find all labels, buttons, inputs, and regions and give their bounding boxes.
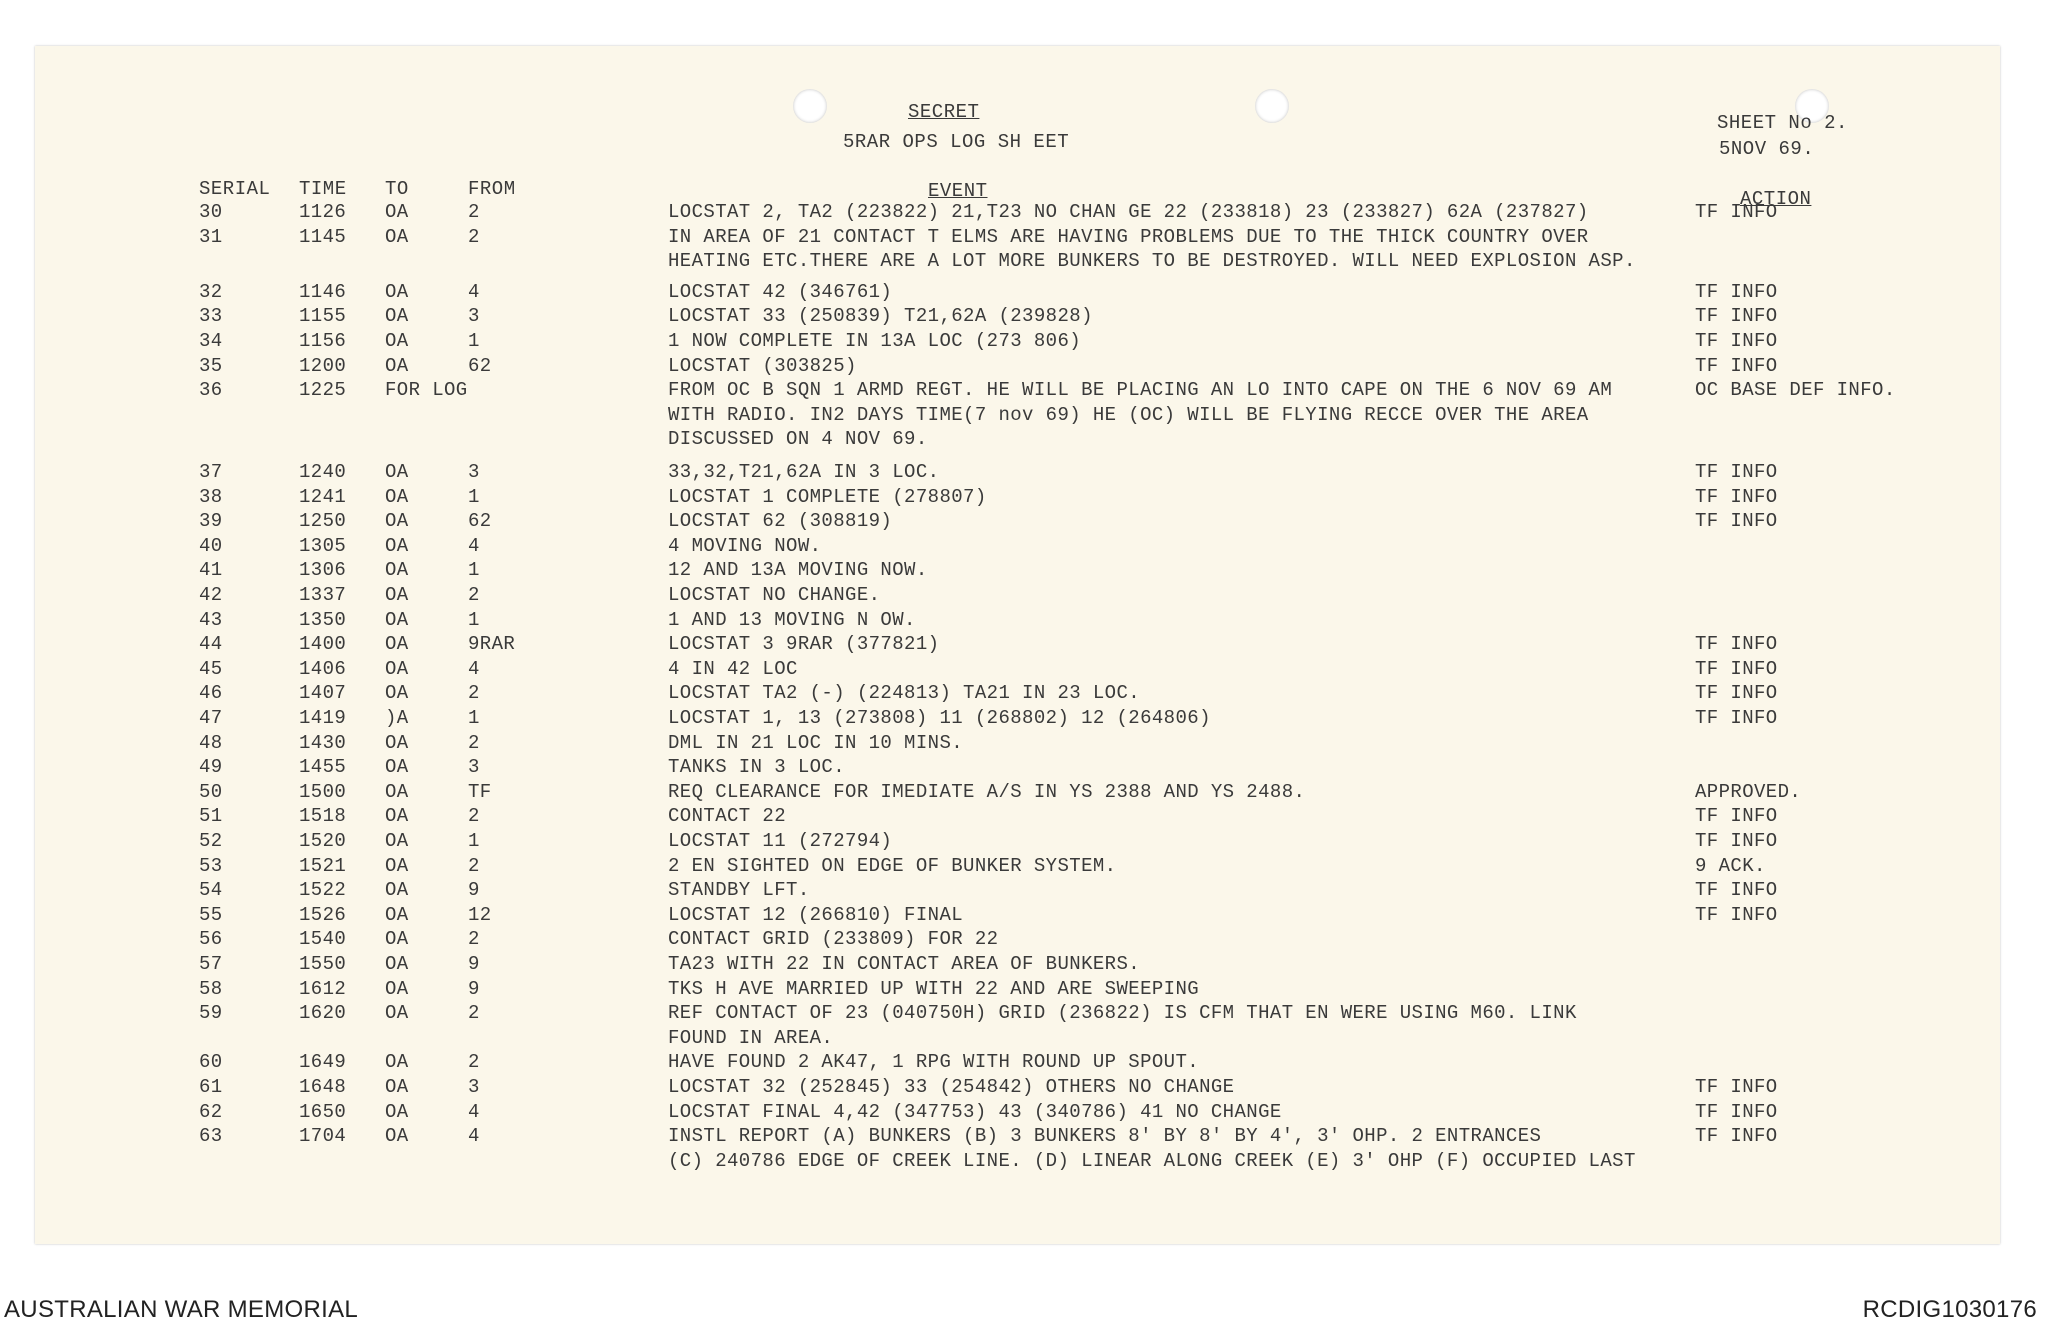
- entry-event-line: LOCSTAT FINAL 4,42 (347753) 43 (340786) 41 NO CHANGE: [668, 1100, 1282, 1123]
- entry-event-line: HAVE FOUND 2 AK47, 1 RPG WITH ROUND UP SPOUT.: [668, 1051, 1200, 1074]
- serial-number: 52: [199, 830, 223, 852]
- entry-from: 2: [468, 201, 480, 223]
- entry-event-line: CONTACT 22: [668, 805, 787, 828]
- sheet-number: SHEET No 2.: [1717, 112, 1848, 134]
- log-entry-row: [35, 330, 2000, 355]
- serial-number: 63: [199, 1125, 223, 1148]
- entry-from: 1: [468, 608, 480, 631]
- entry-time: 1350: [299, 608, 347, 631]
- serial-number: 34: [199, 330, 223, 352]
- entry-time: 1306: [299, 559, 347, 582]
- entry-time: 1620: [299, 1002, 347, 1025]
- column-header-serial: SERIAL: [199, 178, 271, 200]
- log-entry-row: [35, 658, 2000, 683]
- entry-time: 1526: [299, 903, 347, 926]
- log-entry-row: [35, 682, 2000, 707]
- entry-to: OA: [385, 854, 409, 877]
- entry-event-line: LOCSTAT NO CHANGE.: [668, 584, 881, 606]
- entry-event-line: FROM OC B SQN 1 ARMD REGT. HE WILL BE PLACING AN LO INTO CAPE ON THE 6 NOV 69 AM: [668, 379, 1613, 402]
- entry-action: TF INFO: [1695, 201, 1778, 223]
- entry-action: TF INFO: [1695, 1125, 1778, 1148]
- entry-time: 1612: [299, 977, 347, 1000]
- entry-to: OA: [385, 780, 409, 803]
- log-entry-row: [35, 1002, 2000, 1051]
- column-header-to: TO: [385, 178, 409, 200]
- entry-to: OA: [385, 879, 409, 902]
- entry-action: TF INFO: [1695, 330, 1778, 352]
- entry-action: OC BASE DEF INFO.: [1695, 379, 1896, 402]
- entry-from: 3: [468, 461, 480, 483]
- entry-to: OA: [385, 731, 409, 754]
- entry-event-line: LOCSTAT 42 (346761): [668, 280, 893, 303]
- classification-heading: SECRET: [908, 101, 980, 123]
- entry-event-line: LOCSTAT 1 COMPLETE (278807): [668, 485, 987, 508]
- entry-to: OA: [385, 830, 409, 852]
- entry-event-line: 4 MOVING NOW.: [668, 534, 822, 557]
- entry-event-line: REF CONTACT OF 23 (040750H) GRID (236822) IS CFM THAT EN WERE USING M60. LINK: [668, 1002, 1577, 1025]
- entry-action: TF INFO: [1695, 305, 1778, 328]
- entry-event-line: DISCUSSED ON 4 NOV 69.: [668, 428, 928, 451]
- serial-number: 50: [199, 780, 223, 803]
- entry-event-line: LOCSTAT 2, TA2 (223822) 21,T23 NO CHAN GE 22 (233818) 23 (233827) 62A (237827): [668, 201, 1589, 223]
- log-entry-row: [35, 904, 2000, 929]
- serial-number: 57: [199, 953, 223, 975]
- serial-number: 35: [199, 354, 223, 377]
- entry-to: OA: [385, 225, 409, 248]
- log-entry-row: [35, 732, 2000, 757]
- serial-number: 51: [199, 805, 223, 828]
- archive-reference: RCDIG1030176: [1862, 1296, 2037, 1323]
- entry-from: 1: [468, 707, 480, 729]
- entry-event-line: STANDBY LFT.: [668, 879, 810, 902]
- serial-number: 47: [199, 707, 223, 729]
- serial-number: 33: [199, 305, 223, 328]
- sheet-date: 5NOV 69.: [1719, 138, 1815, 160]
- entry-action: TF INFO: [1695, 633, 1778, 656]
- entry-action: TF INFO: [1695, 707, 1778, 729]
- serial-number: 43: [199, 608, 223, 631]
- serial-number: 32: [199, 280, 223, 303]
- entry-action: TF INFO: [1695, 461, 1778, 483]
- entry-to: OA: [385, 682, 409, 705]
- entry-event-line: (C) 240786 EDGE OF CREEK LINE. (D) LINEAR ALONG CREEK (E) 3' OHP (F) OCCUPIED LAST: [668, 1149, 1636, 1172]
- entry-from: 2: [468, 928, 480, 951]
- serial-number: 49: [199, 756, 223, 779]
- entry-from: 12: [468, 903, 492, 926]
- punch-hole: [793, 89, 827, 123]
- entry-event-line: LOCSTAT 3 9RAR (377821): [668, 633, 940, 656]
- entry-event-line: LOCSTAT (303825): [668, 354, 857, 377]
- serial-number: 42: [199, 584, 223, 606]
- column-header-action: ACTION: [1740, 188, 1812, 210]
- serial-number: 48: [199, 731, 223, 754]
- entry-action: TF INFO: [1695, 1076, 1778, 1098]
- entry-from: 2: [468, 225, 480, 248]
- entry-time: 1240: [299, 461, 347, 483]
- entry-to: OA: [385, 657, 409, 680]
- serial-number: 37: [199, 461, 223, 483]
- entry-time: 1518: [299, 805, 347, 828]
- entry-to: OA: [385, 485, 409, 508]
- log-entry-row: [35, 535, 2000, 560]
- entry-event-line: 12 AND 13A MOVING NOW.: [668, 559, 928, 582]
- entry-time: 1430: [299, 731, 347, 754]
- entry-time: 1156: [299, 330, 347, 352]
- entry-time: 1250: [299, 510, 347, 533]
- entry-from: 1: [468, 830, 480, 852]
- entry-to: FOR LOG: [385, 379, 468, 402]
- entry-action: TF INFO: [1695, 354, 1778, 377]
- entry-from: 3: [468, 305, 480, 328]
- entry-to: OA: [385, 201, 409, 223]
- entry-time: 1521: [299, 854, 347, 877]
- entry-event-line: LOCSTAT 1, 13 (273808) 11 (268802) 12 (264806): [668, 707, 1211, 729]
- entry-from: 4: [468, 280, 480, 303]
- entry-from: 3: [468, 1076, 480, 1098]
- log-entry-row: [35, 928, 2000, 953]
- entry-action: TF INFO: [1695, 485, 1778, 508]
- entry-from: 4: [468, 1125, 480, 1148]
- entry-to: OA: [385, 510, 409, 533]
- entry-action: APPROVED.: [1695, 780, 1802, 803]
- entry-to: OA: [385, 953, 409, 975]
- log-entry-row: [35, 461, 2000, 486]
- log-entry-row: [35, 1101, 2000, 1126]
- entry-from: 2: [468, 1002, 480, 1025]
- punch-hole: [1255, 89, 1289, 123]
- entry-time: 1522: [299, 879, 347, 902]
- entry-time: 1550: [299, 953, 347, 975]
- entry-from: 62: [468, 510, 492, 533]
- log-entry-row: [35, 953, 2000, 978]
- entry-from: 2: [468, 731, 480, 754]
- entry-to: OA: [385, 633, 409, 656]
- entry-event-line: WITH RADIO. IN2 DAYS TIME(7 nov 69) HE (OC) WILL BE FLYING RECCE OVER THE AREA: [668, 403, 1589, 426]
- entry-time: 1704: [299, 1125, 347, 1148]
- entry-action: 9 ACK.: [1695, 854, 1766, 877]
- entry-to: OA: [385, 584, 409, 606]
- serial-number: 53: [199, 854, 223, 877]
- serial-number: 44: [199, 633, 223, 656]
- log-entry-row: [35, 805, 2000, 830]
- entry-from: 2: [468, 584, 480, 606]
- entry-to: OA: [385, 1051, 409, 1074]
- entry-action: TF INFO: [1695, 280, 1778, 303]
- entry-event-line: INSTL REPORT (A) BUNKERS (B) 3 BUNKERS 8' BY 8' BY 4', 3' OHP. 2 ENTRANCES: [668, 1125, 1542, 1148]
- log-entry-row: [35, 781, 2000, 806]
- entry-time: 1650: [299, 1100, 347, 1123]
- entry-event-line: LOCSTAT TA2 (-) (224813) TA21 IN 23 LOC.: [668, 682, 1141, 705]
- entry-from: TF: [468, 780, 492, 803]
- log-entry-row: [35, 281, 2000, 306]
- entry-to: OA: [385, 805, 409, 828]
- entry-event-line: FOUND IN AREA.: [668, 1026, 834, 1049]
- archive-credit: AUSTRALIAN WAR MEMORIAL: [4, 1296, 359, 1323]
- entry-event-line: DML IN 21 LOC IN 10 MINS.: [668, 731, 964, 754]
- log-entry-row: [35, 756, 2000, 781]
- entry-from: 4: [468, 1100, 480, 1123]
- entry-time: 1419: [299, 707, 347, 729]
- entry-from: 1: [468, 559, 480, 582]
- serial-number: 59: [199, 1002, 223, 1025]
- log-entry-row: [35, 1076, 2000, 1101]
- entry-event-line: IN AREA OF 21 CONTACT T ELMS ARE HAVING PROBLEMS DUE TO THE THICK COUNTRY OVER: [668, 225, 1589, 248]
- serial-number: 60: [199, 1051, 223, 1074]
- entry-event-line: REQ CLEARANCE FOR IMEDIATE A/S IN YS 2388 AND YS 2488.: [668, 780, 1306, 803]
- entry-event-line: TKS H AVE MARRIED UP WITH 22 AND ARE SWEEPING: [668, 977, 1200, 1000]
- serial-number: 39: [199, 510, 223, 533]
- entry-to: OA: [385, 977, 409, 1000]
- entry-time: 1520: [299, 830, 347, 852]
- log-entry-row: [35, 830, 2000, 855]
- entry-action: TF INFO: [1695, 903, 1778, 926]
- entry-time: 1155: [299, 305, 347, 328]
- entry-event-line: LOCSTAT 32 (252845) 33 (254842) OTHERS NO CHANGE: [668, 1076, 1235, 1098]
- entry-time: 1648: [299, 1076, 347, 1098]
- entry-from: 2: [468, 682, 480, 705]
- entry-time: 1146: [299, 280, 347, 303]
- entry-to: OA: [385, 534, 409, 557]
- entry-from: 1: [468, 330, 480, 352]
- entry-event-line: LOCSTAT 33 (250839) T21,62A (239828): [668, 305, 1093, 328]
- log-entry-row: [35, 1051, 2000, 1076]
- log-entry-row: [35, 355, 2000, 380]
- entry-event-line: LOCSTAT 12 (266810) FINAL: [668, 903, 964, 926]
- log-entry-row: [35, 633, 2000, 658]
- entry-action: TF INFO: [1695, 682, 1778, 705]
- entry-from: 62: [468, 354, 492, 377]
- entry-event-line: CONTACT GRID (233809) FOR 22: [668, 928, 999, 951]
- serial-number: 31: [199, 225, 223, 248]
- log-entry-row: [35, 584, 2000, 609]
- entry-to: OA: [385, 305, 409, 328]
- entry-to: OA: [385, 1002, 409, 1025]
- serial-number: 54: [199, 879, 223, 902]
- serial-number: 62: [199, 1100, 223, 1123]
- entry-to: OA: [385, 756, 409, 779]
- entry-event-line: HEATING ETC.THERE ARE A LOT MORE BUNKERS TO BE DESTROYED. WILL NEED EXPLOSION ASP.: [668, 250, 1636, 273]
- serial-number: 36: [199, 379, 223, 402]
- log-sheet-page: [35, 46, 2000, 1244]
- entry-event-line: LOCSTAT 62 (308819): [668, 510, 893, 533]
- entry-action: TF INFO: [1695, 805, 1778, 828]
- entry-to: OA: [385, 608, 409, 631]
- log-entry-row: [35, 879, 2000, 904]
- entry-event-line: LOCSTAT 11 (272794): [668, 830, 893, 852]
- column-header-event: EVENT: [928, 180, 988, 202]
- entry-time: 1200: [299, 354, 347, 377]
- serial-number: 41: [199, 559, 223, 582]
- entry-time: 1407: [299, 682, 347, 705]
- entry-action: TF INFO: [1695, 830, 1778, 852]
- entry-to: OA: [385, 354, 409, 377]
- entry-from: 4: [468, 657, 480, 680]
- serial-number: 40: [199, 534, 223, 557]
- entry-time: 1649: [299, 1051, 347, 1074]
- log-entry-row: [35, 559, 2000, 584]
- entry-time: 1455: [299, 756, 347, 779]
- entry-time: 1126: [299, 201, 347, 223]
- log-entry-row: [35, 201, 2000, 226]
- entry-action: TF INFO: [1695, 510, 1778, 533]
- entry-to: OA: [385, 280, 409, 303]
- entry-time: 1241: [299, 485, 347, 508]
- entry-event-line: TA23 WITH 22 IN CONTACT AREA OF BUNKERS.: [668, 953, 1141, 975]
- entry-from: 1: [468, 485, 480, 508]
- log-entry-row: [35, 609, 2000, 634]
- entry-time: 1337: [299, 584, 347, 606]
- entry-to: OA: [385, 461, 409, 483]
- entry-time: 1305: [299, 534, 347, 557]
- log-entry-row: [35, 855, 2000, 880]
- log-entry-row: [35, 486, 2000, 511]
- log-entry-row: [35, 226, 2000, 275]
- serial-number: 56: [199, 928, 223, 951]
- serial-number: 58: [199, 977, 223, 1000]
- entry-from: 2: [468, 805, 480, 828]
- log-entry-row: [35, 1125, 2000, 1174]
- entry-event-line: 2 EN SIGHTED ON EDGE OF BUNKER SYSTEM.: [668, 854, 1117, 877]
- entry-action: TF INFO: [1695, 657, 1778, 680]
- entry-time: 1406: [299, 657, 347, 680]
- entry-event-line: 1 AND 13 MOVING N OW.: [668, 608, 916, 631]
- log-entry-row: [35, 305, 2000, 330]
- entry-to: OA: [385, 330, 409, 352]
- log-entry-row: [35, 978, 2000, 1003]
- column-header-from: FROM: [468, 178, 516, 200]
- entry-time: 1400: [299, 633, 347, 656]
- entry-event-line: 1 NOW COMPLETE IN 13A LOC (273 806): [668, 330, 1082, 352]
- entry-from: 3: [468, 756, 480, 779]
- entry-time: 1540: [299, 928, 347, 951]
- serial-number: 46: [199, 682, 223, 705]
- serial-number: 30: [199, 201, 223, 223]
- entry-to: OA: [385, 1100, 409, 1123]
- entry-to: OA: [385, 1125, 409, 1148]
- serial-number: 38: [199, 485, 223, 508]
- log-entry-row: [35, 510, 2000, 535]
- entry-to: OA: [385, 903, 409, 926]
- entry-to: OA: [385, 928, 409, 951]
- column-header-time: TIME: [299, 178, 347, 200]
- entry-to: OA: [385, 1076, 409, 1098]
- serial-number: 55: [199, 903, 223, 926]
- sheet-title: 5RAR OPS LOG SH EET: [843, 131, 1070, 153]
- entry-to: OA: [385, 559, 409, 582]
- entry-event-line: 4 IN 42 LOC: [668, 657, 798, 680]
- entry-from: 4: [468, 534, 480, 557]
- entry-time: 1500: [299, 780, 347, 803]
- entry-event-line: 33,32,T21,62A IN 3 LOC.: [668, 461, 940, 483]
- entry-action: TF INFO: [1695, 1100, 1778, 1123]
- log-entry-row: [35, 707, 2000, 732]
- entry-from: 9: [468, 977, 480, 1000]
- log-entry-row: [35, 379, 2000, 453]
- entry-event-line: TANKS IN 3 LOC.: [668, 756, 846, 779]
- serial-number: 45: [199, 657, 223, 680]
- entry-time: 1145: [299, 225, 347, 248]
- entry-to: )A: [385, 707, 409, 729]
- serial-number: 61: [199, 1076, 223, 1098]
- entry-from: 9: [468, 953, 480, 975]
- entry-action: TF INFO: [1695, 879, 1778, 902]
- entry-from: 9RAR: [468, 633, 516, 656]
- entry-from: 9: [468, 879, 480, 902]
- entry-from: 2: [468, 854, 480, 877]
- entry-from: 2: [468, 1051, 480, 1074]
- entry-time: 1225: [299, 379, 347, 402]
